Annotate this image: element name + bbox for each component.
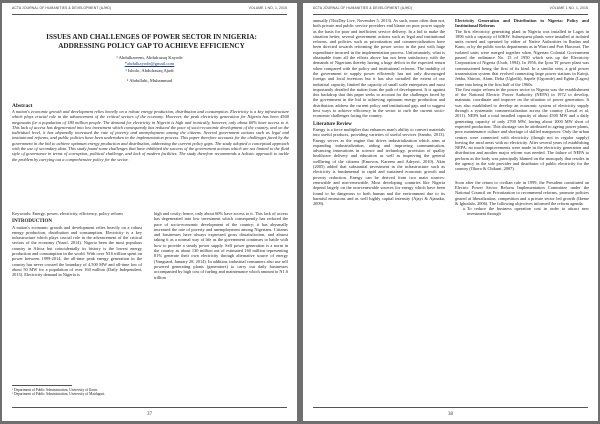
abstract-text: A nation's economic growth and development relies heavily on a robust energy production, distribution and consumption. Electricity is a key infrastructure which plays crucial role in the advancement of the critical sectors of the economy. However, the peak electricity generation for Nigeria has been 4500 megawatts for a population of 180 million people. The demand for electricity in Nigeria is high and ironically, however, only about 60% have access to it. This lack of access has degenerated into low investment which consequently has reduced the pace of socio-economic development of the country, and on the individual level, it has abysmally increased the rate of poverty and unemployment among the citizens. Several government actions such as legal and institutional reforms, and public policies have been undertaken in the implementation process. This paper therefore accounts for the challenges faced by the government in the bid to achieve optimum energy production and distribution, addressing the current policy gaps. The study adopted a conceptual approach with the use of secondary data. This study found some challenges that have inhibited the success of the government actions which are not limited to the fluid style of governance in terms of corruption, political challenge, and lack of modern facilities. The study therefore recommends a holistic approach to tackle the problem by carrying out a comprehensive policy for the sector. [12,109,289,162]
section-text-2: The first major reform in the power sector in Nigeria was the establishment of the National Electric Power Authority (NEPA) in 1972 to develop, maintain, coordinate and improve on the situation of power generation. It was also established to develop an economic system of electricity supply through a systematic commercialization across the country (Lawal et al, 2011). NEPA had a total installed capacity of about 4500 MW and a daily generating capacity of only 2700 MW, having about 1000 MW short of expected production. This shortage can be attributed to ageing power plants, poor maintenance culture and shortage of skilled manpower. Only the urban centres were connected with electricity (though not in regular supply) leaving the rural areas with no electricity. After several years of establishing NEPA, no much improvements were made in the electricity generation and distribution and another major reform was needed. The failure of NEPA to perform as the body was principally blamed on the monopoly that resides in the agency as the sole provider and distributor of public electricity for the country (Okoro & Chikuni, 2007). [455,86,589,172]
body-text: high and costly; hence, only about 60% have access to it. This lack of access has degenerated into low investment which consequently has reduced the pace of socio-economic development of the country; it has abysmally increased the rate of poverty and unemployment among Nigerians. Citizens and businesses have always expressed gross dissatisfaction, and almost taking it as a normal way of life as the government continues to battle with how to provide a steady power supply. Self power generation is a norm in the country as about 130 million out of estimated 160 million representing 81% generate their own electricity through alternative source of energy (Vanguard, January 28, 2014). In addition, industrial consumers also use self powered generating plants (generators) to carry out daily businesses accompanied by high cost of fueling and maintenance which amount to N1.6 trillion [154,211,288,280]
author-1: ¹ Abdulkareem, Abdulrazaq Kayode [116,55,183,60]
abstract-heading: Abstract [12,103,33,109]
section-text-1: The first electricity generating plant in Nigeria was installed in Lagos in 1896 with a capacity of 60KW. Subsequent plants were installed at isolated units owned and operated by either of Native Authorities in Ibadan and Kano, or by the public works departments as in Warri and Port Harcourt. The isolated units were merged together when Nigerian Colonial Government passed the ordinance No. 15 of 1950 which sets up the Electricity Corporation of Nigeria (Usoh, 1994). In 1956, the Ijora 'B' power plant was commissioned being the first of its kind. In a similar vein, a grid power transmission system that evolved connecting large power stations in Kainji, Jebba, Shiroro, Afam, Delta (Ughelli), Sapele (Ogorode) and Egbin (Lagos) came into being in the first half of the 1960s. [455,28,589,87]
left-column-2 [154,211,288,401]
author-block [32,55,267,85]
literature-review-heading: Literature Review [313,121,352,127]
footnotes [12,388,147,397]
left-column-1 [12,211,142,401]
paper-title [16,33,287,51]
introduction-text: A nation's economic growth and development relies heavily on a robust energy production, distribution and consumption. Electricity is a key infrastructure which plays crucial role in the advancement of the critical sectors of the economy (Yusuf, 2014). Nigeria been the most populous country in Africa but coincidentally its history is the lowest energy production and consumption in the world. With over N16 trillion spent on power between 1999-2014, the all-time peak energy generation in the country has never crossed the boundary of 4,500 MW and all-time low of about 50 MW for a population of over 160 million (Daily Independent, 2015). Electricity demand in Nigeria is [12,224,142,278]
header-rule [313,14,588,15]
body-text: annually (ThisDay Live, November 5, 2013). As such, more often than not, both private and public service providers end blame on poor power supply as the basis for poor and inefficient service delivery. In a bid to make the situation better, several government actions such as legal and institutional reforms, and policies such as privatization and commercialization have been directed towards reforming the power sector in the past with huge expenditure incurred in the implementation process. Unfortunately, what is obtainable from all the efforts above has not been satisfactory with the demands of Nigerians thereby having a huge deficit in the expected return when compared with the policy and institutional reforms. The inability of the government to supply power efficiently has not only discouraged foreign and local investors but it has also curtailed the extent of our industrial capacity, limited the capacity of small scale enterprises and most importantly derailed the nation from the path of development. It is against this backdrop that this paper seeks to account for the challenges faced by the government in the bid to achieving optimum energy production and distribution, address the current policy and institutional gap, and to suggest best ways to achieve efficiency in the sector to curb the current socio-economic challenges facing the country. [313,18,445,119]
journal-name: ACTA JOURNAL OF HUMANITIES & DEVELOPMENT (AJHD) [313,6,413,10]
page-number: 37 [147,412,152,417]
footer-rule [12,407,287,408]
right-column-2 [455,18,589,406]
volume-info: VOLUME 1 NO. 1, 2015 [248,6,287,10]
footnote-1: ¹ Department of Public Administration, University of Ilorin. [12,388,99,392]
running-header [12,6,287,14]
literature-review-text: Energy is a force multiplier that enhances man's ability to convert materials into useful products, providing varieties of useful services (Sambo, 2013). Energy serves as the engine that drives industrialization which aims at expanding industrialization, aiding and improving communication, advancing innovations in science and technology, provision of quality healthcare delivery and education as well as improving the general wellbeing of the citizens (Emovon, Kareem and Adeyeri, 2010). Akin (2005) added that substantial investment in the infrastructure such as electricity is fundamental to rapid and sustained economic growth and poverty reduction. Energy can be derived from two main sources: renewable and non-renewable. Most developing countries like Nigeria depend largely on the non-renewable sources for energy which have been found to be dangerous to both human and the environment due to its harmful emissions and as well highly capital intensity (Ajayi & Ajanaku, 2009). [313,126,445,207]
running-header [313,6,588,14]
footer-rule [313,407,588,408]
keywords: Keywords: Energy, power, electricity, efficiency, policy reform [12,211,123,216]
left-page [2,3,297,421]
header-rule [12,14,287,15]
title-line-1: ISSUES AND CHALLENGES OF POWER SECTOR IN NIGERIA: [46,33,257,41]
author-3: ² Abdullahi, Muhammad [126,78,173,84]
footnote-2: ² Department of Public Administration, University of Maiduguri. [12,392,106,397]
footnote-rule [12,385,72,386]
page-number: 38 [448,412,453,417]
author-2: ¹ Isholo, Abdulrasaq Ajadi [125,67,174,73]
author-email-link[interactable]: *abdulkayode@gmail.com [124,61,175,67]
reform-objectives-list [455,206,589,217]
right-page [303,3,598,421]
section-text-3: Soon after the return to civilian rule in 1999, the President constituted an Electric Power Sector Reform Implementation Committee under the National Council on Privatization to recommend reforms, promote policies geared at liberalization, competition and a private sector led growth (Ikeme & Ighodalo, 2006). The following objectives informed the reform agenda: [455,179,589,206]
volume-info: VOLUME 1 NO. 1, 2015 [549,6,588,10]
title-line-2: ADDRESSING POLICY GAP TO ACHIEVE EFFICIENCY [58,42,245,50]
introduction-heading: INTRODUCTION [12,219,53,225]
journal-name: ACTA JOURNAL OF HUMANITIES & DEVELOPMENT (AJHD) [12,6,112,10]
right-column-1 [313,18,445,406]
list-item: a. To reduce the business operation cost in order to attract new investment through [467,206,589,217]
section-heading: Electricity Generation and Distribution in Nigeria: Policy and Institutional Reforms [455,18,589,29]
